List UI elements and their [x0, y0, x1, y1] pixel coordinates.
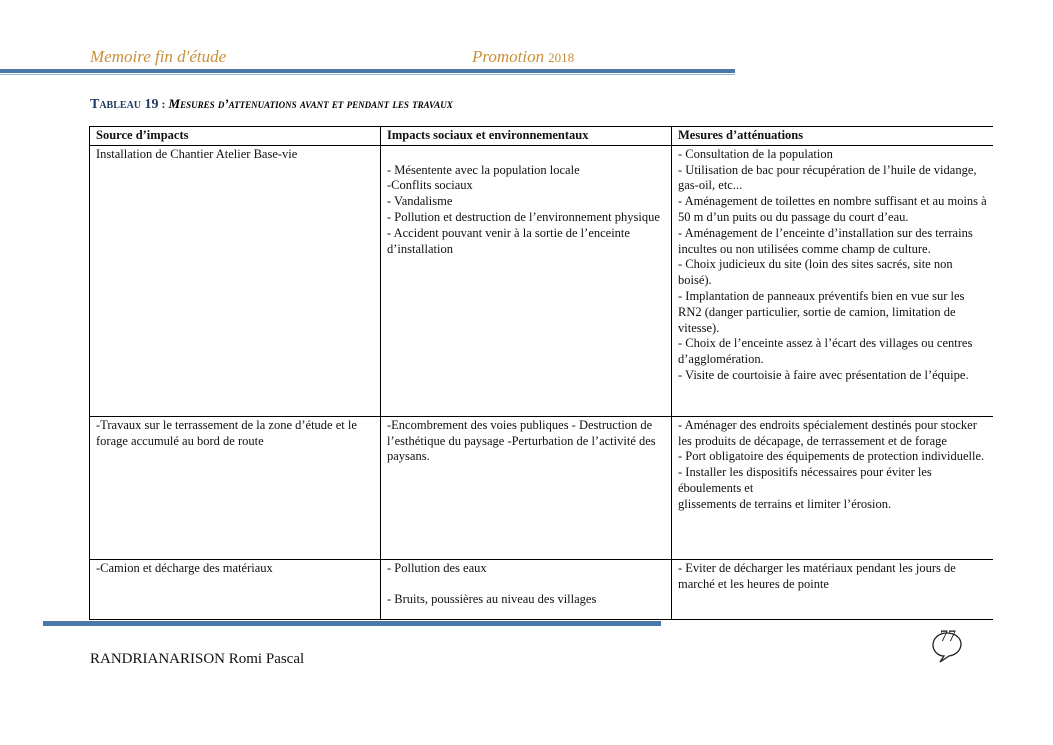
cell-impacts [381, 416, 672, 559]
cell-line: - Aménagement de toilettes en nombre suffisant et au moins à 50 m d’un puits ou du passage du court d’eau. [678, 194, 987, 224]
cell-line [387, 577, 665, 593]
cell-line: - Pollution des eaux [387, 560, 487, 575]
header-left-title: Memoire fin d'étude [90, 47, 227, 66]
header-mesures: Mesures d’atténuations [672, 127, 994, 146]
cell-line: - Aménager des endroits spécialement destinés pour stocker les produits de décapage, de terrassement et de forage [678, 417, 977, 448]
footer-author: RANDRIANARISON Romi Pascal [90, 651, 305, 667]
cell-line: - Installer les dispositifs nécessaires pour éviter les éboulements et [678, 465, 932, 495]
cell-source [90, 559, 381, 619]
caption-separator: : [158, 97, 169, 111]
table-row [90, 416, 994, 559]
mitigation-table [89, 126, 993, 620]
cell-source [90, 145, 381, 416]
cell-impacts [381, 559, 672, 619]
cell-line: - Visite de courtoisie à faire avec présentation de l’équipe. [678, 367, 969, 382]
cell-line: -Encombrement des voies publiques - Destruction de l’esthétique du paysage -Perturbation de l’activité des paysans. [387, 417, 656, 464]
cell-line: -Travaux sur le terrassement de la zone d’étude et le forage accumulé au bord de route [96, 417, 357, 448]
table-row [90, 145, 994, 416]
cell-line: - Port obligatoire des équipements de protection individuelle. [678, 449, 985, 464]
header-impacts: Impacts sociaux et environnementaux [381, 127, 672, 146]
footer-rule [43, 621, 661, 626]
page-number: 77 [940, 628, 956, 645]
caption-label: Tableau 19 [90, 97, 159, 112]
cell-line: - Utilisation de bac pour récupération de l’huile de vidange, gas-oil, etc... [678, 162, 977, 193]
cell-line: -Camion et décharge des matériaux [96, 560, 273, 575]
cell-line: - Consultation de la population [678, 146, 833, 161]
cell-line: - Vandalisme [387, 194, 453, 209]
header-year: 2018 [548, 50, 575, 65]
cell-line: -Conflits sociaux [387, 178, 473, 193]
cell-line: - Pollution et destruction de l’environnement physique [387, 209, 660, 224]
cell-line: glissements de terrains et limiter l’érosion. [678, 496, 892, 511]
cell-line: - Choix de l’enceinte assez à l’écart des villages ou centres d’agglomération. [678, 336, 973, 367]
cell-line: - Implantation de panneaux préventifs bien en vue sur les RN2 (danger particulier, sortie de camion, limitation de vitesse). [678, 288, 965, 335]
cell-line [387, 147, 665, 163]
header-rule-thin [0, 74, 735, 75]
header-promotion-label: Promotion [472, 47, 545, 66]
header-promotion [472, 47, 574, 67]
cell-mesures [672, 416, 994, 559]
cell-line: - Mésentente avec la population locale [387, 162, 580, 177]
cell-line: - Choix judicieux du site (loin des sites sacrés, site non boisé). [678, 257, 953, 288]
cell-source [90, 416, 381, 559]
table-header-row [90, 127, 994, 146]
header-source: Source d’impacts [90, 127, 381, 146]
cell-line [678, 513, 987, 529]
header-rule [0, 69, 735, 73]
table-row [90, 559, 994, 619]
cell-line: - Eviter de décharger les matériaux pendant les jours de marché et les heures de pointe [678, 560, 956, 591]
mitigation-table-container [89, 126, 993, 623]
caption-title: Mesures d’attenuations avant et pendant les travaux [168, 96, 453, 111]
cell-line: - Aménagement de l’enceinte d’installation sur des terrains incultes ou non utilisées comme champ de culture. [678, 225, 973, 256]
table-caption [90, 96, 453, 113]
cell-line: - Accident pouvant venir à la sortie de l’enceinte d’installation [387, 225, 630, 256]
cell-line: Installation de Chantier Atelier Base-vie [96, 146, 298, 161]
cell-impacts [381, 145, 672, 416]
table-body [90, 145, 994, 619]
cell-mesures [672, 559, 994, 619]
cell-mesures [672, 145, 994, 416]
cell-line: - Bruits, poussières au niveau des villages [387, 592, 597, 607]
